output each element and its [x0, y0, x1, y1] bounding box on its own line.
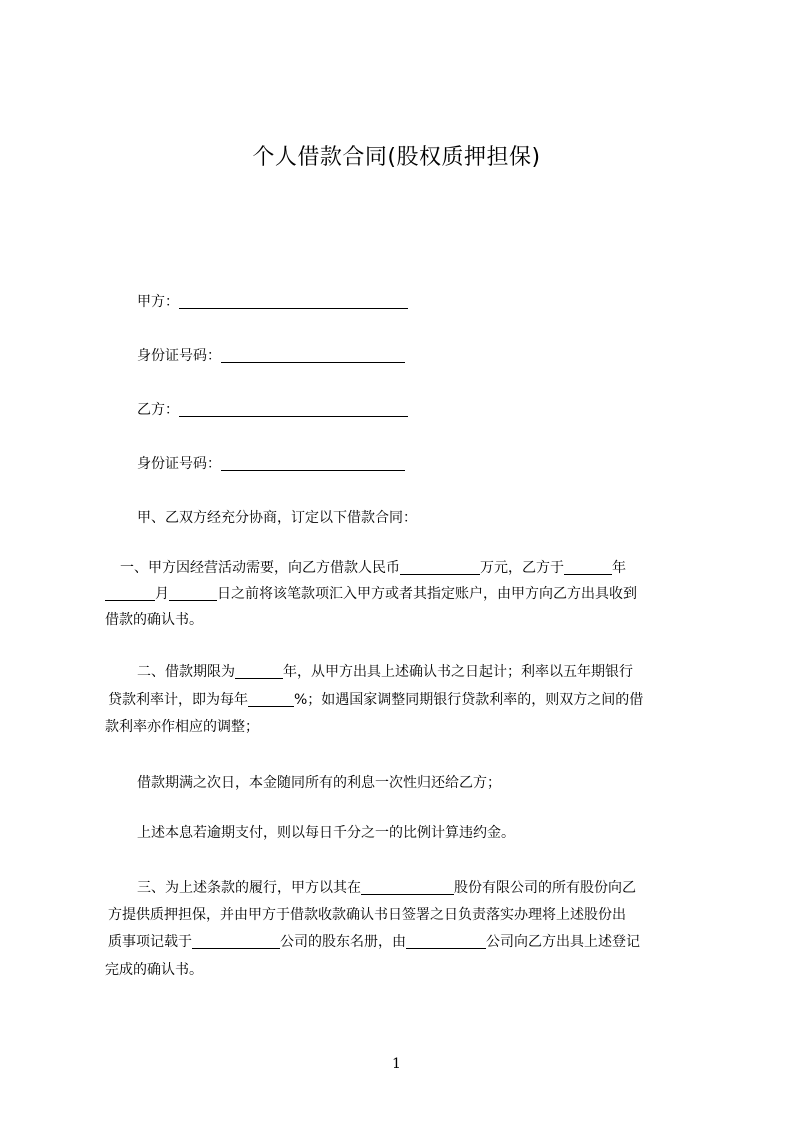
- party-b-id-label: 身份证号码：: [137, 456, 221, 472]
- clause1-text-d: 月: [155, 586, 169, 602]
- party-b-id-blank[interactable]: [221, 456, 405, 471]
- clause3-line4: 完成的确认书。: [105, 962, 203, 978]
- company-name-blank[interactable]: [361, 880, 454, 895]
- loan-amount-blank[interactable]: [400, 560, 480, 575]
- clause3-text-c: 质事项记载于: [108, 934, 192, 950]
- clause1-line2: [105, 584, 700, 604]
- party-a-id-line: [137, 346, 732, 366]
- clause2-text-a: 二、借款期限为: [137, 664, 235, 680]
- clause3-line1: [137, 878, 700, 898]
- clause3-text-b: 股份有限公司的所有股份向乙: [454, 880, 636, 896]
- party-b-id-line: [137, 454, 732, 474]
- loan-year-blank[interactable]: [564, 560, 612, 575]
- clause2-text-c: 贷款利率计，即为每年: [108, 692, 248, 708]
- clause1-line1: [120, 558, 700, 578]
- page-number: 1: [392, 1056, 401, 1072]
- clause3-text-e: 公司向乙方出具上述登记: [486, 934, 640, 950]
- clause1-text-b: 万元，乙方于: [480, 560, 564, 576]
- clause1-line3: 借款的确认书。: [105, 612, 203, 628]
- clause1-text-a: 一、甲方因经营活动需要，向乙方借款人民币: [120, 560, 400, 576]
- clause2-line1: [137, 662, 700, 682]
- party-b-line: [137, 400, 732, 420]
- clause1-text-e: 日之前将该笔款项汇入甲方或者其指定账户，由甲方向乙方出具收到: [217, 586, 637, 602]
- contract-title: 个人借款合同(股权质押担保): [252, 145, 541, 170]
- party-b-blank[interactable]: [179, 402, 408, 417]
- penalty-paragraph: 上述本息若逾期支付，则以每日千分之一的比例计算违约金。: [137, 825, 515, 841]
- clause3-text-d: 公司的股东名册，由: [280, 934, 406, 950]
- clause2-text-b: 年，从甲方出具上述确认书之日起计；利率以五年期银行: [283, 664, 633, 680]
- maturity-paragraph: 借款期满之次日，本金随同所有的利息一次性归还给乙方；: [137, 775, 501, 791]
- party-a-id-label: 身份证号码：: [137, 348, 221, 364]
- party-a-line: [137, 292, 732, 312]
- issuing-company-blank[interactable]: [406, 934, 486, 949]
- clause2-text-d: %；如遇国家调整同期银行贷款利率的，则双方之间的借: [294, 692, 644, 708]
- clause3-line2: 方提供质押担保，并由甲方于借款收款确认书日签署之日负责落实办理将上述股份出: [108, 907, 626, 923]
- party-a-label: 甲方：: [137, 294, 179, 310]
- loan-day-blank[interactable]: [169, 586, 217, 601]
- clause1-text-c: 年: [612, 560, 626, 576]
- register-company-blank[interactable]: [192, 934, 280, 949]
- clause2-line2: [108, 690, 700, 710]
- intro-paragraph: 甲、乙双方经充分协商，订定以下借款合同：: [137, 510, 417, 526]
- clause2-line3: 款利率亦作相应的调整；: [105, 719, 259, 735]
- loan-month-blank[interactable]: [105, 586, 155, 601]
- party-b-label: 乙方：: [137, 402, 179, 418]
- clause3-text-a: 三、为上述条款的履行，甲方以其在: [137, 880, 361, 896]
- party-a-id-blank[interactable]: [221, 348, 405, 363]
- clause3-line3: [108, 932, 700, 952]
- party-a-blank[interactable]: [179, 294, 408, 309]
- loan-term-blank[interactable]: [235, 664, 283, 679]
- interest-rate-blank[interactable]: [248, 692, 294, 707]
